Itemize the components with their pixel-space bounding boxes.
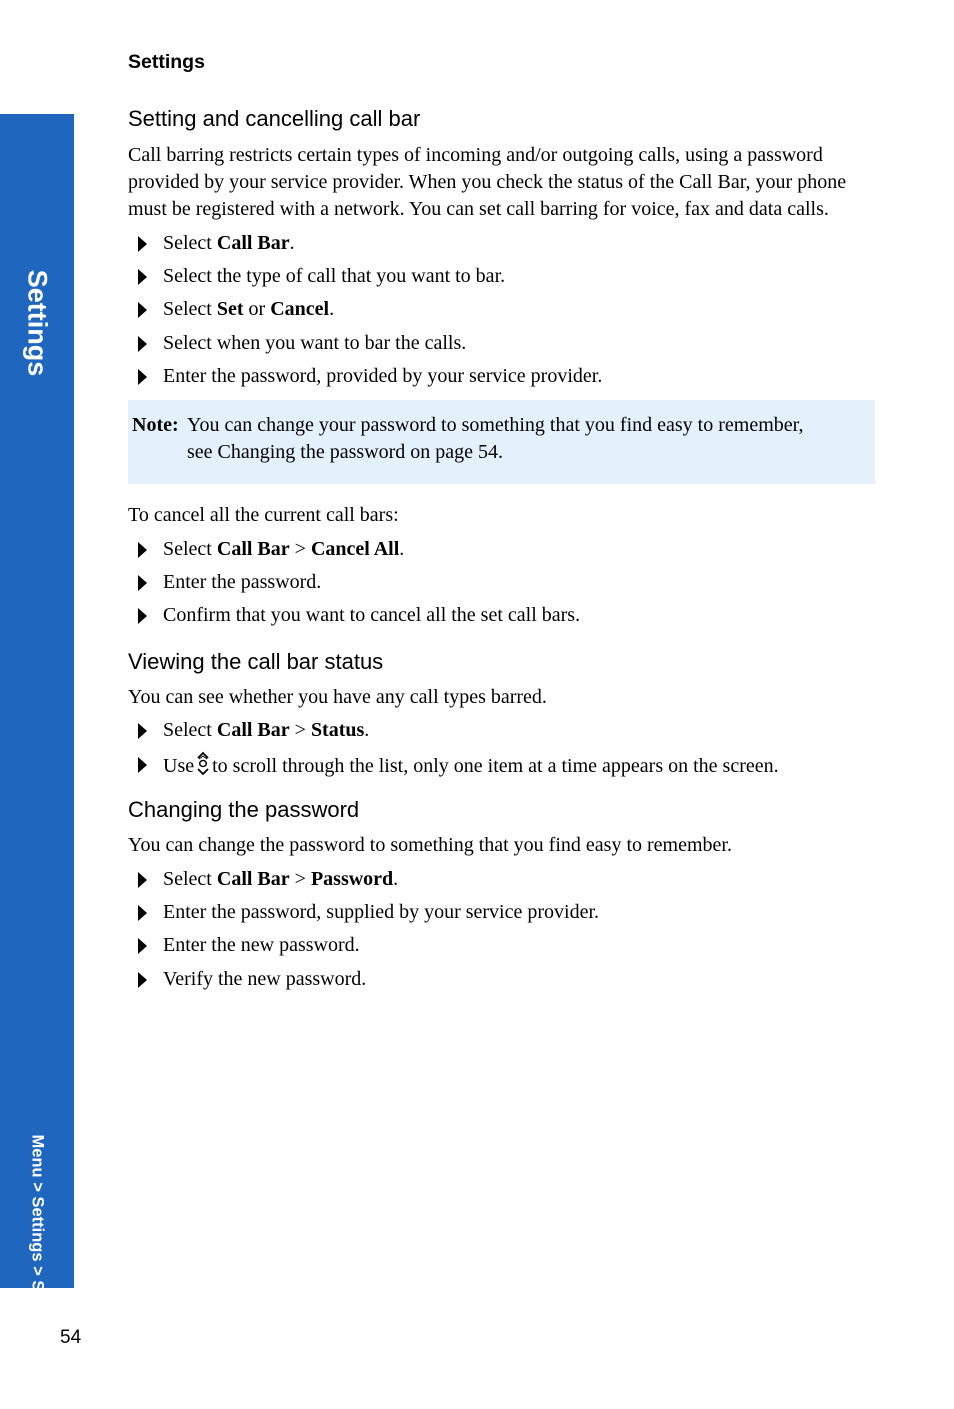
cancel-intro: To cancel all the current call bars: [128,504,399,526]
page-number: 54 [60,1327,82,1348]
note-line-1: You can change your password to something that you find easy to remember, [187,414,804,436]
heading-status: Viewing the call bar status [128,649,384,674]
bullet-arrow-icon [138,723,147,739]
bullet-arrow-icon [138,302,147,318]
bullet-arrow-icon [138,575,147,591]
note-label: Note: [132,414,179,436]
note-line-2: see Changing the password on page 54. [187,441,504,463]
note-box [128,400,875,484]
sidebar-breadcrumb: Menu > Settings > Security [28,1134,47,1346]
bullet-arrow-icon [138,972,147,988]
sidebar-title: Settings [22,269,53,377]
intro-line-2: provided by your service provider. When you check the status of the Call Bar, your phone [128,171,847,193]
heading-password: Changing the password [128,797,360,822]
bullet-arrow-icon [138,269,147,285]
bullet-arrow-icon [138,757,147,773]
bullet-arrow-icon [138,369,147,385]
bullet-arrow-icon [138,542,147,558]
bullet-arrow-icon [138,608,147,624]
bullet-arrow-icon [138,872,147,888]
up-down-navigation-key-icon [196,751,210,775]
heading-set-cancel: Setting and cancelling call bar [128,106,421,131]
running-head: Settings [128,51,205,73]
intro-line-1: Call barring restricts certain types of incoming and/or outgoing calls, using a password [128,144,823,166]
bullet-arrow-icon [138,938,147,954]
status-intro: You can see whether you have any call types barred. [128,686,547,708]
bullet-arrow-icon [138,336,147,352]
intro-line-3: must be registered with a network. You can set call barring for voice, fax and data calls. [128,198,829,220]
bullet-arrow-icon [138,236,147,252]
bullet-arrow-icon [138,905,147,921]
password-intro: You can change the password to something that you find easy to remember. [128,834,732,856]
